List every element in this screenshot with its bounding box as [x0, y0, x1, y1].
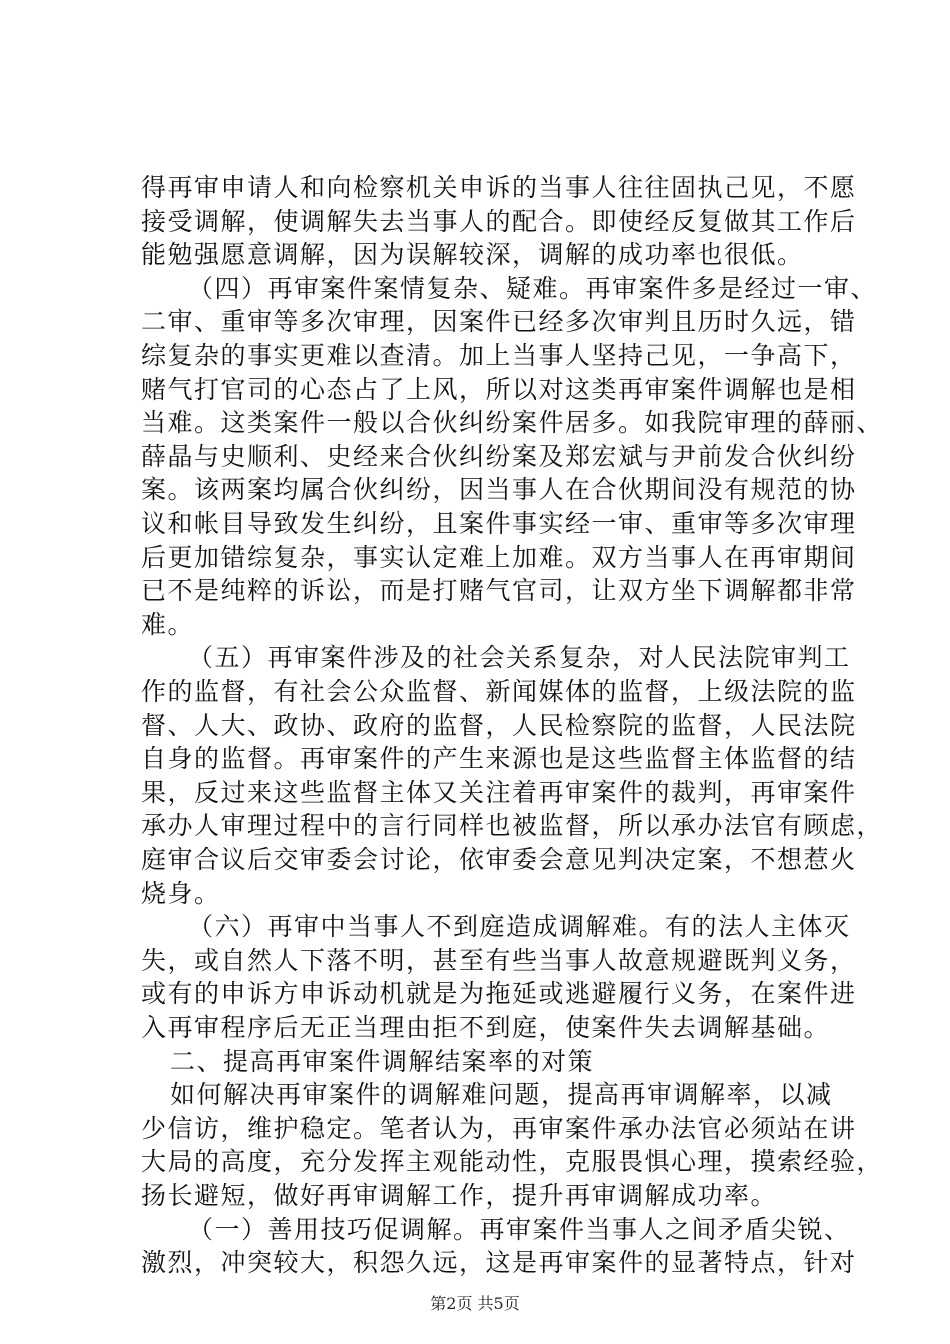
- text-line: 自身的监督。再审案件的产生来源也是这些监督主体监督的结: [141, 744, 857, 774]
- text-line: （四）再审案件案情复杂、疑难。再审案件多是经过一审、: [188, 273, 878, 303]
- text-line: 议和帐目导致发生纠纷，且案件事实经一审、重审等多次审理: [141, 509, 857, 538]
- text-line: 已不是纯粹的诉讼，而是打赌气官司，让双方坐下调解都非常: [141, 576, 857, 606]
- text-line: 薛晶与史顺利、史经来合伙纠纷案及郑宏斌与尹前发合伙纠纷: [141, 441, 857, 471]
- text-line: 入再审程序后无正当理由拒不到庭，使案件失去调解基础。: [141, 1013, 831, 1042]
- text-line: 庭审合议后交审委会讨论，依审委会意见判决定案，不想惹火: [141, 845, 857, 874]
- text-line: （一）善用技巧促调解。再审案件当事人之间矛盾尖锐、: [188, 1214, 851, 1244]
- text-line: 接受调解，使调解失去当事人的配合。即使经反复做其工作后: [141, 206, 857, 236]
- text-line: 激烈，冲突较大，积怨久远，这是再审案件的显著特点，针对: [141, 1248, 857, 1278]
- text-line: 扬长避短，做好再审调解工作，提升再审调解成功率。: [141, 1181, 778, 1210]
- text-line: 少信访，维护稳定。笔者认为，再审案件承办法官必须站在讲: [141, 1113, 857, 1143]
- text-line: 果，反过来这些监督主体又关注着再审案件的裁判，再审案件: [141, 777, 857, 807]
- text-line: 当难。这类案件一般以合伙纠纷案件居多。如我院审理的薛丽、: [141, 408, 884, 438]
- page-footer: 第2页 共5页: [430, 1294, 520, 1313]
- text-line: 失，或自然人下落不明，甚至有些当事人故意规避既判义务，: [141, 945, 857, 975]
- text-line: 案。该两案均属合伙纠纷，因当事人在合伙期间没有规范的协: [141, 475, 857, 505]
- text-line: 作的监督，有社会公众监督、新闻媒体的监督，上级法院的监: [141, 677, 857, 706]
- section-heading: 二、提高再审案件调解结案率的对策: [170, 1046, 595, 1076]
- text-line: 赌气打官司的心态占了上风，所以对这类再审案件调解也是相: [141, 374, 857, 404]
- text-line: 综复杂的事实更难以查清。加上当事人坚持己见，一争高下，: [141, 341, 857, 370]
- text-line: 烧身。: [141, 878, 221, 908]
- text-line: 如何解决再审案件的调解难问题，提高再审调解率，以减: [170, 1080, 833, 1110]
- text-line: 承办人审理过程中的言行同样也被监督，所以承办法官有顾虑，: [141, 811, 884, 841]
- text-line: 或有的申诉方申诉动机就是为拖延或逃避履行义务，在案件进: [141, 979, 857, 1009]
- text-line: 难。: [141, 609, 195, 639]
- text-line: 得再审申请人和向检察机关申诉的当事人往往固执己见，不愿: [141, 173, 857, 202]
- text-line: 后更加错综复杂，事实认定难上加难。双方当事人在再审期间: [141, 542, 857, 572]
- text-line: 大局的高度，充分发挥主观能动性，克服畏惧心理，摸索经验，: [141, 1147, 884, 1177]
- text-line: 二审、重审等多次审理，因案件已经多次审判且历时久远，错: [141, 307, 857, 337]
- text-line: （五）再审案件涉及的社会关系复杂，对人民法院审判工: [188, 643, 851, 673]
- text-line: （六）再审中当事人不到庭造成调解难。有的法人主体灭: [188, 912, 851, 942]
- text-line: 能勉强愿意调解，因为误解较深，调解的成功率也很低。: [141, 240, 804, 270]
- text-line: 督、人大、政协、政府的监督，人民检察院的监督，人民法院: [141, 710, 857, 740]
